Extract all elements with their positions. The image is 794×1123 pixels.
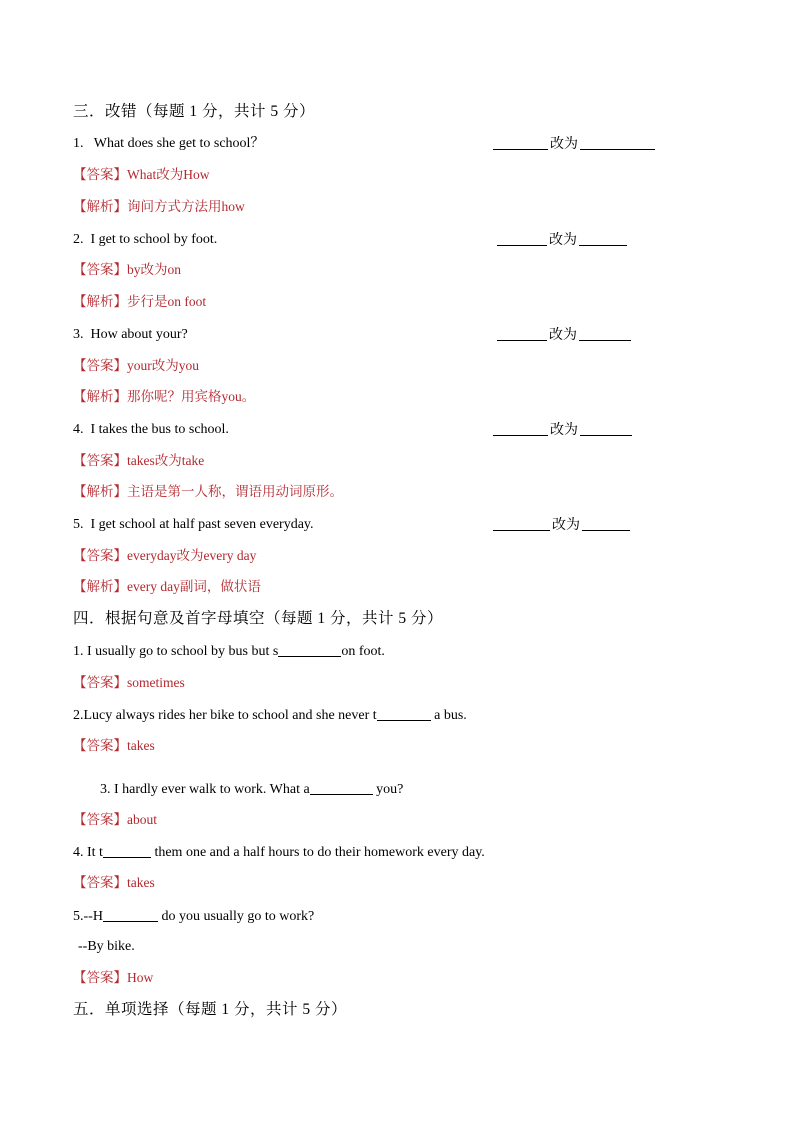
q-number: 5. (73, 517, 84, 532)
section-3-title: 三．改错（每题 1 分，共计 5 分） (73, 103, 316, 120)
change-to-label: 改为 (550, 423, 578, 438)
q-text-after: do you usually go to work? (157, 909, 315, 924)
q-text: I get to school by foot. (90, 232, 218, 247)
answer-blank (278, 642, 341, 657)
answer-tag: 【答案】 (73, 970, 127, 985)
part3-q4-analysis (73, 483, 343, 501)
answer-blank (493, 421, 548, 436)
part3-q1 (73, 135, 264, 153)
change-to-label: 改为 (550, 137, 578, 152)
part3-q3-analysis (73, 388, 255, 406)
part3-q1-correction (493, 135, 655, 154)
answer-text: everyday改为every day (127, 548, 257, 563)
q-text: What does she get to school？ (93, 136, 265, 151)
analysis-text: 那你呢？用宾格you。 (127, 389, 256, 404)
section-4-title: 四．根据句意及首字母填空（每题 1 分，共计 5 分） (73, 610, 444, 627)
change-to-label: 改为 (549, 328, 577, 343)
analysis-tag: 【解析】 (73, 484, 127, 499)
answer-blank (580, 135, 655, 150)
q-number: 4. (73, 422, 84, 437)
answer-blank (377, 706, 431, 721)
q-text: 3. I hardly ever walk to work. What a (100, 782, 310, 797)
analysis-tag: 【解析】 (73, 294, 127, 309)
answer-tag: 【答案】 (73, 453, 127, 468)
answer-tag: 【答案】 (73, 875, 127, 890)
analysis-tag: 【解析】 (73, 579, 127, 594)
part3-q5-answer (73, 547, 256, 565)
answer-blank (580, 421, 632, 436)
q-text-after: a bus. (430, 708, 467, 723)
change-to-label: 改为 (549, 233, 577, 248)
part3-q5-analysis (73, 578, 261, 596)
part3-q5 (73, 516, 314, 534)
part4-q4 (73, 843, 485, 862)
part3-q2 (73, 231, 217, 249)
answer-blank (579, 231, 627, 246)
part3-q3-answer (73, 357, 199, 375)
part3-q3 (73, 326, 188, 344)
part4-q4-answer (73, 874, 155, 892)
part3-q5-correction (493, 516, 630, 535)
analysis-tag: 【解析】 (73, 389, 127, 404)
q-text: 2.Lucy always rides her bike to school and she never t (73, 708, 377, 723)
q-number: 1. (73, 136, 84, 151)
part3-q3-correction (497, 326, 631, 345)
part4-q5-answer (73, 969, 153, 987)
q-text-after: them one and a half hours to do their homework every day. (150, 845, 485, 860)
q-text-after: you? (372, 782, 404, 797)
q-text: 1. I usually go to school by bus but s (73, 644, 279, 659)
answer-blank (579, 326, 631, 341)
part4-q5 (73, 907, 314, 926)
answer-text: by改为on (127, 262, 181, 277)
q-text: I get school at half past seven everyday. (90, 517, 314, 532)
analysis-text: 主语是第一人称，谓语用动词原形。 (127, 484, 343, 499)
q-text: I takes the bus to school. (90, 422, 229, 437)
answer-blank (103, 843, 151, 858)
part3-q2-correction (497, 231, 627, 250)
answer-text: sometimes (127, 675, 185, 690)
answer-tag: 【答案】 (73, 675, 127, 690)
answer-tag: 【答案】 (73, 167, 127, 182)
part3-q1-analysis (73, 198, 245, 216)
answer-text: takes改为take (127, 453, 205, 468)
answer-blank (582, 516, 630, 531)
answer-blank (493, 135, 548, 150)
part4-q1-answer (73, 674, 185, 692)
q-text: 5.--H (73, 909, 103, 924)
part3-q2-answer (73, 261, 181, 279)
answer-tag: 【答案】 (73, 738, 127, 753)
answer-tag: 【答案】 (73, 548, 127, 563)
analysis-text: 询问方式方法用how (127, 199, 245, 214)
part3-q2-analysis (73, 293, 206, 311)
part3-q4 (73, 421, 229, 439)
answer-tag: 【答案】 (73, 358, 127, 373)
q-number: 3. (73, 327, 84, 342)
analysis-text: 步行是on foot (127, 294, 207, 309)
part4-q3-answer (73, 811, 157, 829)
q-text: How about your? (90, 327, 188, 342)
answer-tag: 【答案】 (73, 262, 127, 277)
answer-text: takes (127, 875, 155, 890)
part4-q1 (73, 642, 385, 661)
analysis-text: every day副词，做状语 (127, 579, 261, 594)
answer-text: your改为you (127, 358, 199, 373)
part3-q1-answer (73, 166, 209, 184)
change-to-label: 改为 (552, 518, 580, 533)
answer-text: takes (127, 738, 155, 753)
answer-text: How (127, 970, 154, 985)
part4-q2-answer (73, 737, 155, 755)
q-text: 4. It t (73, 845, 103, 860)
answer-blank (497, 326, 547, 341)
answer-tag: 【答案】 (73, 812, 127, 827)
part4-q2 (73, 706, 467, 725)
part3-q4-answer (73, 452, 204, 470)
answer-blank (310, 780, 373, 795)
part4-q5-reply: --By bike. (78, 939, 135, 954)
section-5-title: 五．单项选择（每题 1 分，共计 5 分） (73, 1001, 348, 1018)
answer-text: about (127, 812, 157, 827)
answer-text: What改为How (127, 167, 210, 182)
part3-q4-correction (493, 421, 632, 440)
analysis-tag: 【解析】 (73, 199, 127, 214)
part4-q3 (100, 780, 403, 799)
answer-blank (103, 907, 158, 922)
q-text-after: on foot. (341, 644, 385, 659)
answer-blank (493, 516, 550, 531)
answer-blank (497, 231, 547, 246)
q-number: 2. (73, 232, 84, 247)
